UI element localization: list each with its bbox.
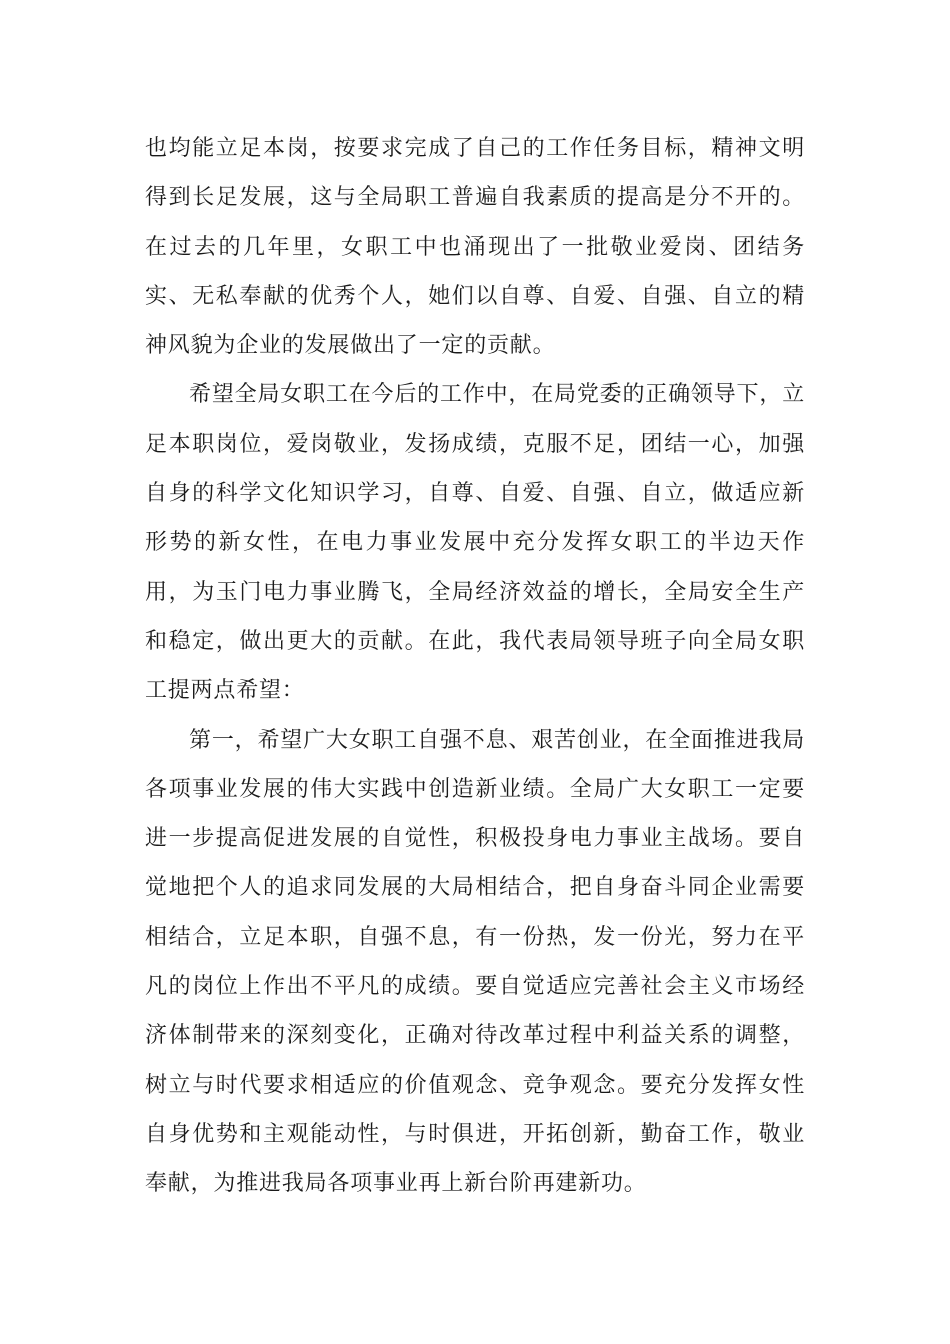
paragraph-first-point: 第一，希望广大女职工自强不息、艰苦创业，在全面推进我局各项事业发展的伟大实践中创造新业绩。全局广大女职工一定要进一步提高促进发展的自觉性，积极投身电力事业主战场。要自觉地把个人的追求同发展的大局相结合，把自身奋斗同企业需要相结合，立足本职，自强不息，有一份热，发一份光，努力在平凡的岗位上作出不平凡的成绩。要自觉适应完善社会主义市场经济体制带来的深刻变化，正确对待改革过程中利益关系的调整，树立与时代要求相适应的价值观念、竞争观念。要充分发挥女性自身优势和主观能动性，与时俱进，开拓创新，勤奋工作，敬业奉献，为推进我局各项事业再上新台阶再建新功。 (145, 727, 805, 1197)
document-body (145, 124, 805, 1209)
paragraph-continuation: 也均能立足本岗，按要求完成了自己的工作任务目标，精神文明得到长足发展，这与全局职工普遍自我素质的提高是分不开的。在过去的几年里，女职工中也涌现出了一批敬业爱岗、团结务实、无私奉献的优秀个人，她们以自尊、自爱、自强、自立的精神风貌为企业的发展做出了一定的贡献。 (145, 136, 805, 359)
paragraph-hope: 希望全局女职工在今后的工作中，在局党委的正确领导下，立足本职岗位，爱岗敬业，发扬成绩，克服不足，团结一心，加强自身的科学文化知识学习，自尊、自爱、自强、自立，做适应新形势的新女性，在电力事业发展中充分发挥女职工的半边天作用，为玉门电力事业腾飞，全局经济效益的增长，全局安全生产和稳定，做出更大的贡献。在此，我代表局领导班子向全局女职工提两点希望： (145, 382, 805, 704)
